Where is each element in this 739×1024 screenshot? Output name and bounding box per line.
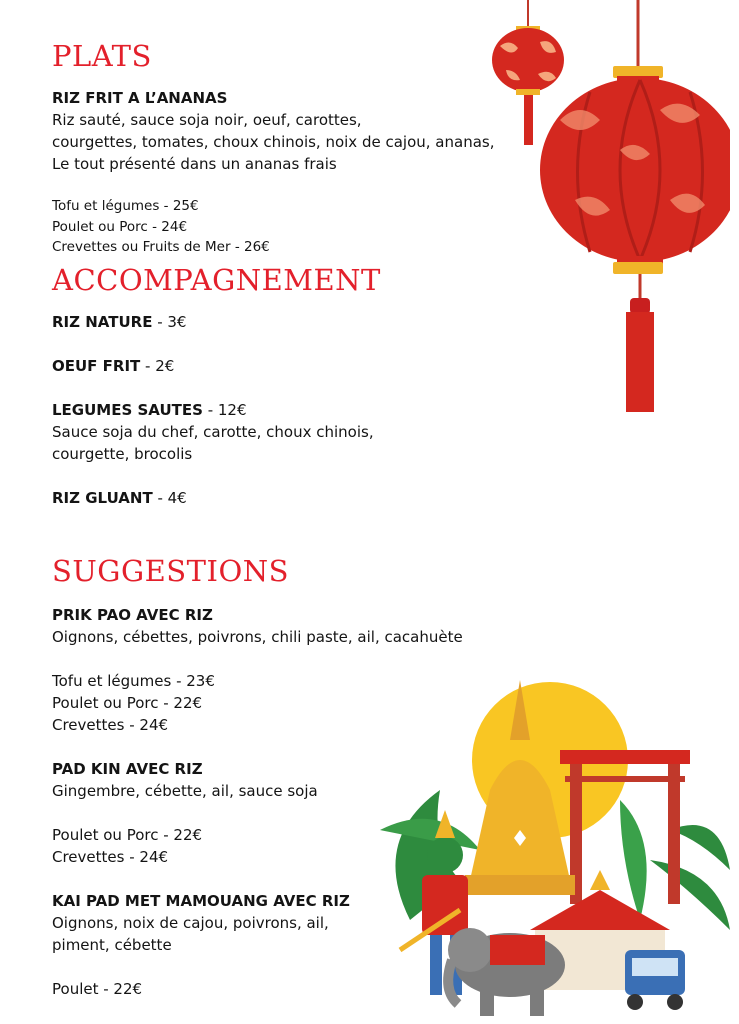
dish-prices [52, 196, 270, 258]
item-desc: courgette, brocolis [52, 445, 193, 463]
dish-name: RIZ FRIT A L’ANANAS [52, 89, 228, 107]
price-line: Poulet ou Porc - 22€ [52, 694, 203, 712]
item-desc: Oignons, cébettes, poivrons, chili paste, ail, cacahuète [52, 628, 463, 646]
item-desc: piment, cébette [52, 936, 172, 954]
side-oeuf-frit [52, 355, 174, 377]
item-name: PAD KIN AVEC RIZ [52, 760, 203, 778]
item-name: LEGUMES SAUTES [52, 401, 203, 419]
section-heading-plats: PLATS [52, 39, 152, 73]
suggestion-prik-pao-prices [52, 670, 215, 736]
price-line: Crevettes ou Fruits de Mer - 26€ [52, 239, 270, 255]
dish-desc: Riz sauté, sauce soja noir, oeuf, carottes, [52, 111, 362, 129]
side-legumes-sautes [52, 399, 374, 465]
item-price: - 12€ [202, 401, 247, 419]
item-desc: Gingembre, cébette, ail, sauce soja [52, 782, 318, 800]
dish-desc: courgettes, tomates, choux chinois, noix de cajou, ananas, [52, 133, 495, 151]
price-line: Crevettes - 24€ [52, 848, 169, 866]
section-heading-suggestions: SUGGESTIONS [52, 554, 289, 588]
item-name: OEUF FRIT [52, 357, 141, 375]
item-name: KAI PAD MET MAMOUANG AVEC RIZ [52, 892, 350, 910]
suggestion-pad-kin-prices [52, 824, 202, 868]
thai-temple-illustration [370, 680, 739, 1024]
price-line: Crevettes - 24€ [52, 716, 169, 734]
price-line: Poulet ou Porc - 22€ [52, 826, 203, 844]
dish-riz-frit-ananas [52, 87, 494, 175]
suggestion-kai-pad [52, 890, 350, 956]
price-line: Tofu et légumes - 23€ [52, 672, 215, 690]
item-name: PRIK PAO AVEC RIZ [52, 606, 213, 624]
item-name: RIZ GLUANT [52, 489, 153, 507]
lantern-icon [480, 0, 730, 420]
item-name: RIZ NATURE [52, 313, 153, 331]
dish-desc: Le tout présenté dans un ananas frais [52, 155, 337, 173]
side-riz-nature [52, 311, 186, 333]
item-price: - 4€ [152, 489, 187, 507]
price-line: Poulet - 22€ [52, 980, 143, 998]
suggestion-kai-pad-prices [52, 978, 142, 1000]
suggestion-pad-kin [52, 758, 318, 802]
side-riz-gluant [52, 487, 187, 509]
item-price: - 3€ [152, 313, 187, 331]
suggestion-prik-pao [52, 604, 463, 648]
price-line: Poulet ou Porc - 24€ [52, 218, 188, 235]
item-desc: Oignons, noix de cajou, poivrons, ail, [52, 914, 329, 932]
item-desc: Sauce soja du chef, carotte, choux chinois, [52, 423, 374, 441]
item-price: - 2€ [140, 357, 175, 375]
price-line: Tofu et légumes - 25€ [52, 198, 199, 214]
section-heading-accompagnement: ACCOMPAGNEMENT [52, 263, 381, 297]
